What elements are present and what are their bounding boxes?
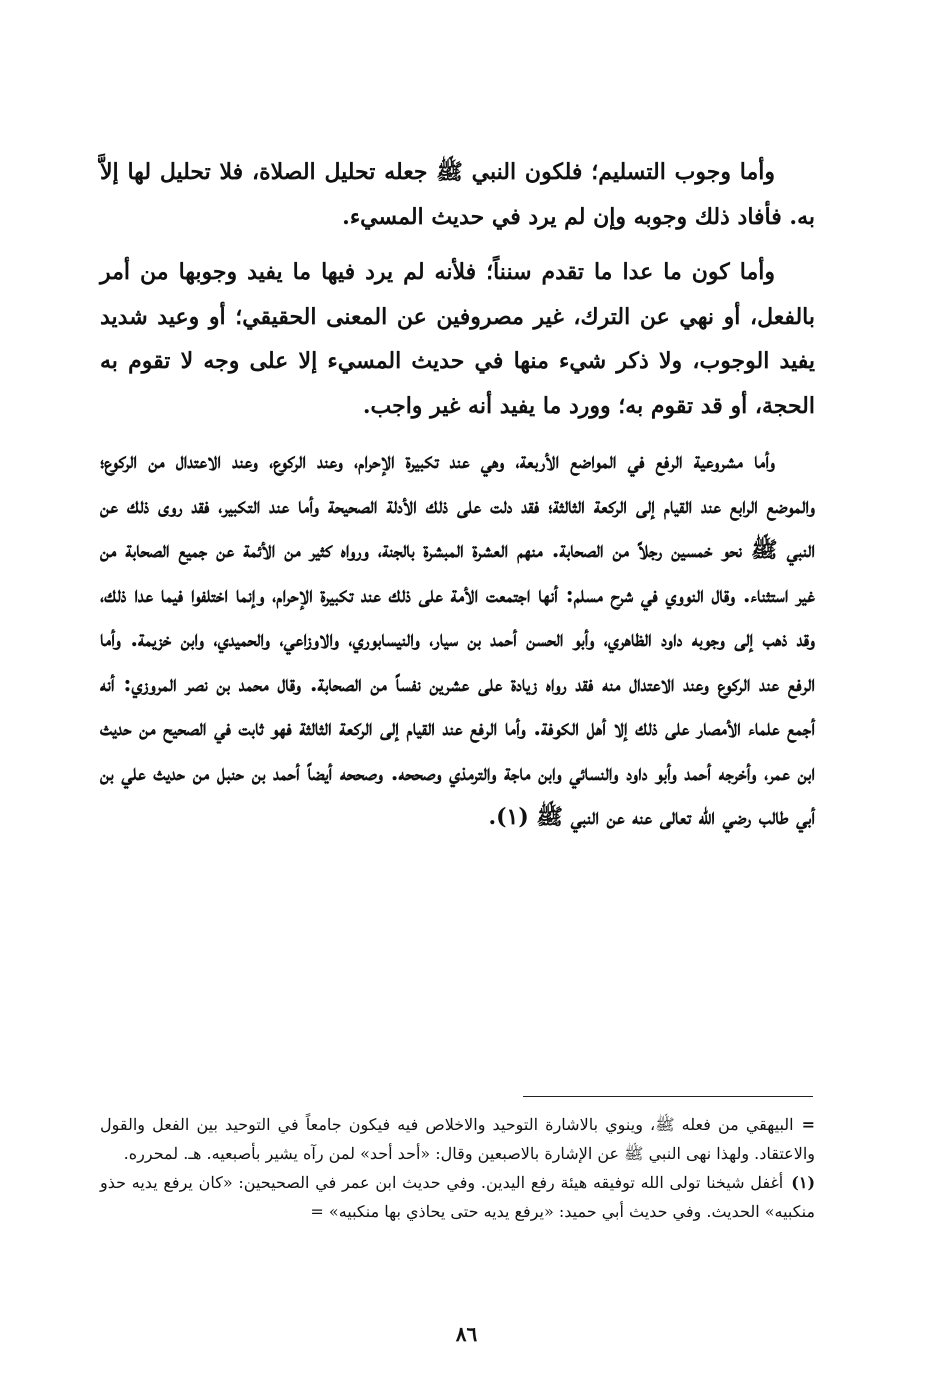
footnote-1: [100, 1168, 815, 1226]
footnote-marker-1: (١): [791, 1173, 816, 1192]
main-text-body: [100, 150, 815, 851]
footnote-text-1: أغفل شيخنا تولى الله توفيقه هيئة رفع اليدين. وفي حديث ابن عمر في الصحيحين: «كان يرفع يديه حذو منكبيه» الحديث. وفي حديث أبي حميد: «يرفع يديه حتى يحاذي بها منكبيه» =: [100, 1173, 815, 1221]
footnote-marker-continued: =: [801, 1115, 816, 1134]
footnote-continued: [100, 1110, 815, 1168]
paragraph-taslim: وأما وجوب التسليم؛ فلكون النبي ﷺ جعله تحليل الصلاة، فلا تحليل لها إلاَّ به. فأفاد ذلك وجوبه وإن لم يرد في حديث المسيء.: [100, 159, 815, 230]
footnotes-section: [100, 1110, 815, 1226]
footnote-text-continued: البيهقي من فعله ﷺ، وينوي بالاشارة التوحيد والاخلاص فيه فيكون جامعاً في التوحيد بين الفعل والقول والاعتقاد. ولهذا نهى النبي ﷺ عن الإشارة بالاصبعين وقال: «أحد أحد» لمن رآه يشير بأصبعيه. هـ. لمحرره.: [100, 1115, 815, 1163]
footnote-divider: [523, 1096, 813, 1097]
paragraph-sunan: وأما كون ما عدا ما تقدم سنناً؛ فلأنه لم يرد فيها ما يفيد وجوبها من أمر بالفعل، أو نهي عن الترك، غير مصروفين عن المعنى الحقيقي؛ أو وعيد شديد يفيد الوجوب، ولا ذكر شيء منها في حديث المسيء إلا على وجه لا تقوم به الحجة، أو قد تقوم به؛ وورد ما يفيد أنه غير واجب.: [100, 259, 815, 419]
page-number: ٨٦: [455, 1322, 478, 1346]
paragraph-raising-hands: وأما مشروعية الرفع في المواضع الأربعة، وهي عند تكبيرة الإحرام، وعند الركوع، وعند الاعتدال من الركوع؛ والموضع الرابع عند القيام إلى الركعة الثالثة؛ فقد دلت على ذلك الأدلة الصحيحة وأما عند التكبير، فقد روى ذلك عن النبي ﷺ نحو خمسين رجلاً من الصحابة. منهم العشرة المبشرة بالجنة، ورواه كثير من الأئمة عن جميع الصحابة من غير استثناء. وقال النووي في شرح مسلم: أنها اجتمعت الأمة على ذلك عند تكبيرة الإحرام، وإنما اختلفوا فيما عدا ذلك، وقد ذهب إلى وجوبه داود الظاهري، وأبو الحسن أحمد بن سيار، والنيسابوري، والاوزاعي، والحميدي، وابن خزيمة. وأما الرفع عند الركوع وعند الاعتدال منه فقد رواه زيادة على عشرين نفساً من الصحابة. وقال محمد بن نصر المروزي: أنه أجمع علماء الأمصار على ذلك إلا أهل الكوفة. وأما الرفع عند القيام إلى الركعة الثالثة فهو ثابت في الصحيح من حديث ابن عمر، وأخرجه أحمد وأبو داود والنسائي وابن ماجة والترمذي وصححه. وصححه أيضاً أحمد بن حنبل من حديث علي بن أبي طالب رضي الله تعالى عنه عن النبي ﷺ (١).: [100, 448, 815, 830]
